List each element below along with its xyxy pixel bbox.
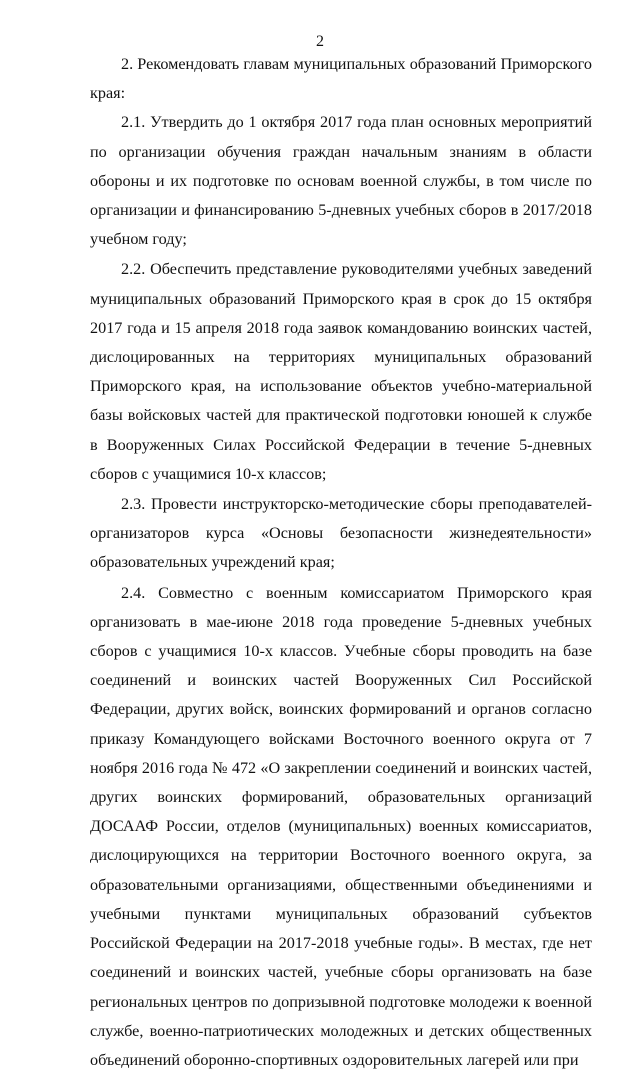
paragraph-2-1: 2.1. Утвердить до 1 октября 2017 года план основных мероприятий по организации обучения граждан начальным знаниям в области обороны и их подготовке по основам военной службы, в том числе по организации и финансированию 5-дневных учебных сборов в 2017/2018 учебном году;: [90, 113, 592, 249]
paragraph-2-3: 2.3. Провести инструкторско-методические сборы преподавателей-организаторов курса «Основы безопасности жизнедеятельности» образовательных учреждений края;: [90, 495, 592, 572]
document-body: [90, 50, 592, 1075]
paragraph-2: 2. Рекомендовать главам муниципальных образований Приморского края:: [90, 55, 592, 103]
paragraph-2-4: 2.4. Совместно с военным комиссариатом Приморского края организовать в мае-июне 2018 года проведение 5-дневных учебных сборов с учащимися 10-х классов. Учебные сборы проводить на базе соединений и воинских частей Вооруженных Сил Российской Федерации, других войск, воинских формирований и органов согласно приказу Командующего войсками Восточного военного округа от 7 ноября 2016 года № 472 «О закреплении соединений и воинских частей, других воинских формирований, образовательных организаций ДОСААФ России, отделов (муниципальных) военных комиссариатов, дислоцирующихся на территории Восточного военного округа, за образовательными организациями, общественными объединениями и учебными пунктами муниципальных образований субъектов Российской Федерации на 2017-2018 учебные годы». В местах, где нет соединений и воинских частей, учебные сборы организовать на базе региональных центров по допризывной подготовке молодежи к военной службе, военно-патриотических молодежных и детских общественных объединений оборонно-спортивных оздоровительных лагерей или при: [90, 583, 592, 1069]
paragraph-2-2: 2.2. Обеспечить представление руководителями учебных заведений муниципальных образований Приморского края в срок до 15 октября 2017 года и 15 апреля 2018 года заявок командованию воинских частей, дислоцированных на территориях муниципальных образований Приморского края, на использование объектов учебно-материальной базы войсковых частей для практической подготовки юношей к службе в Вооруженных Силах Российской Федерации в течение 5-дневных сборов с учащимися 10-х классов;: [90, 260, 592, 483]
page-number: 2: [316, 33, 324, 50]
